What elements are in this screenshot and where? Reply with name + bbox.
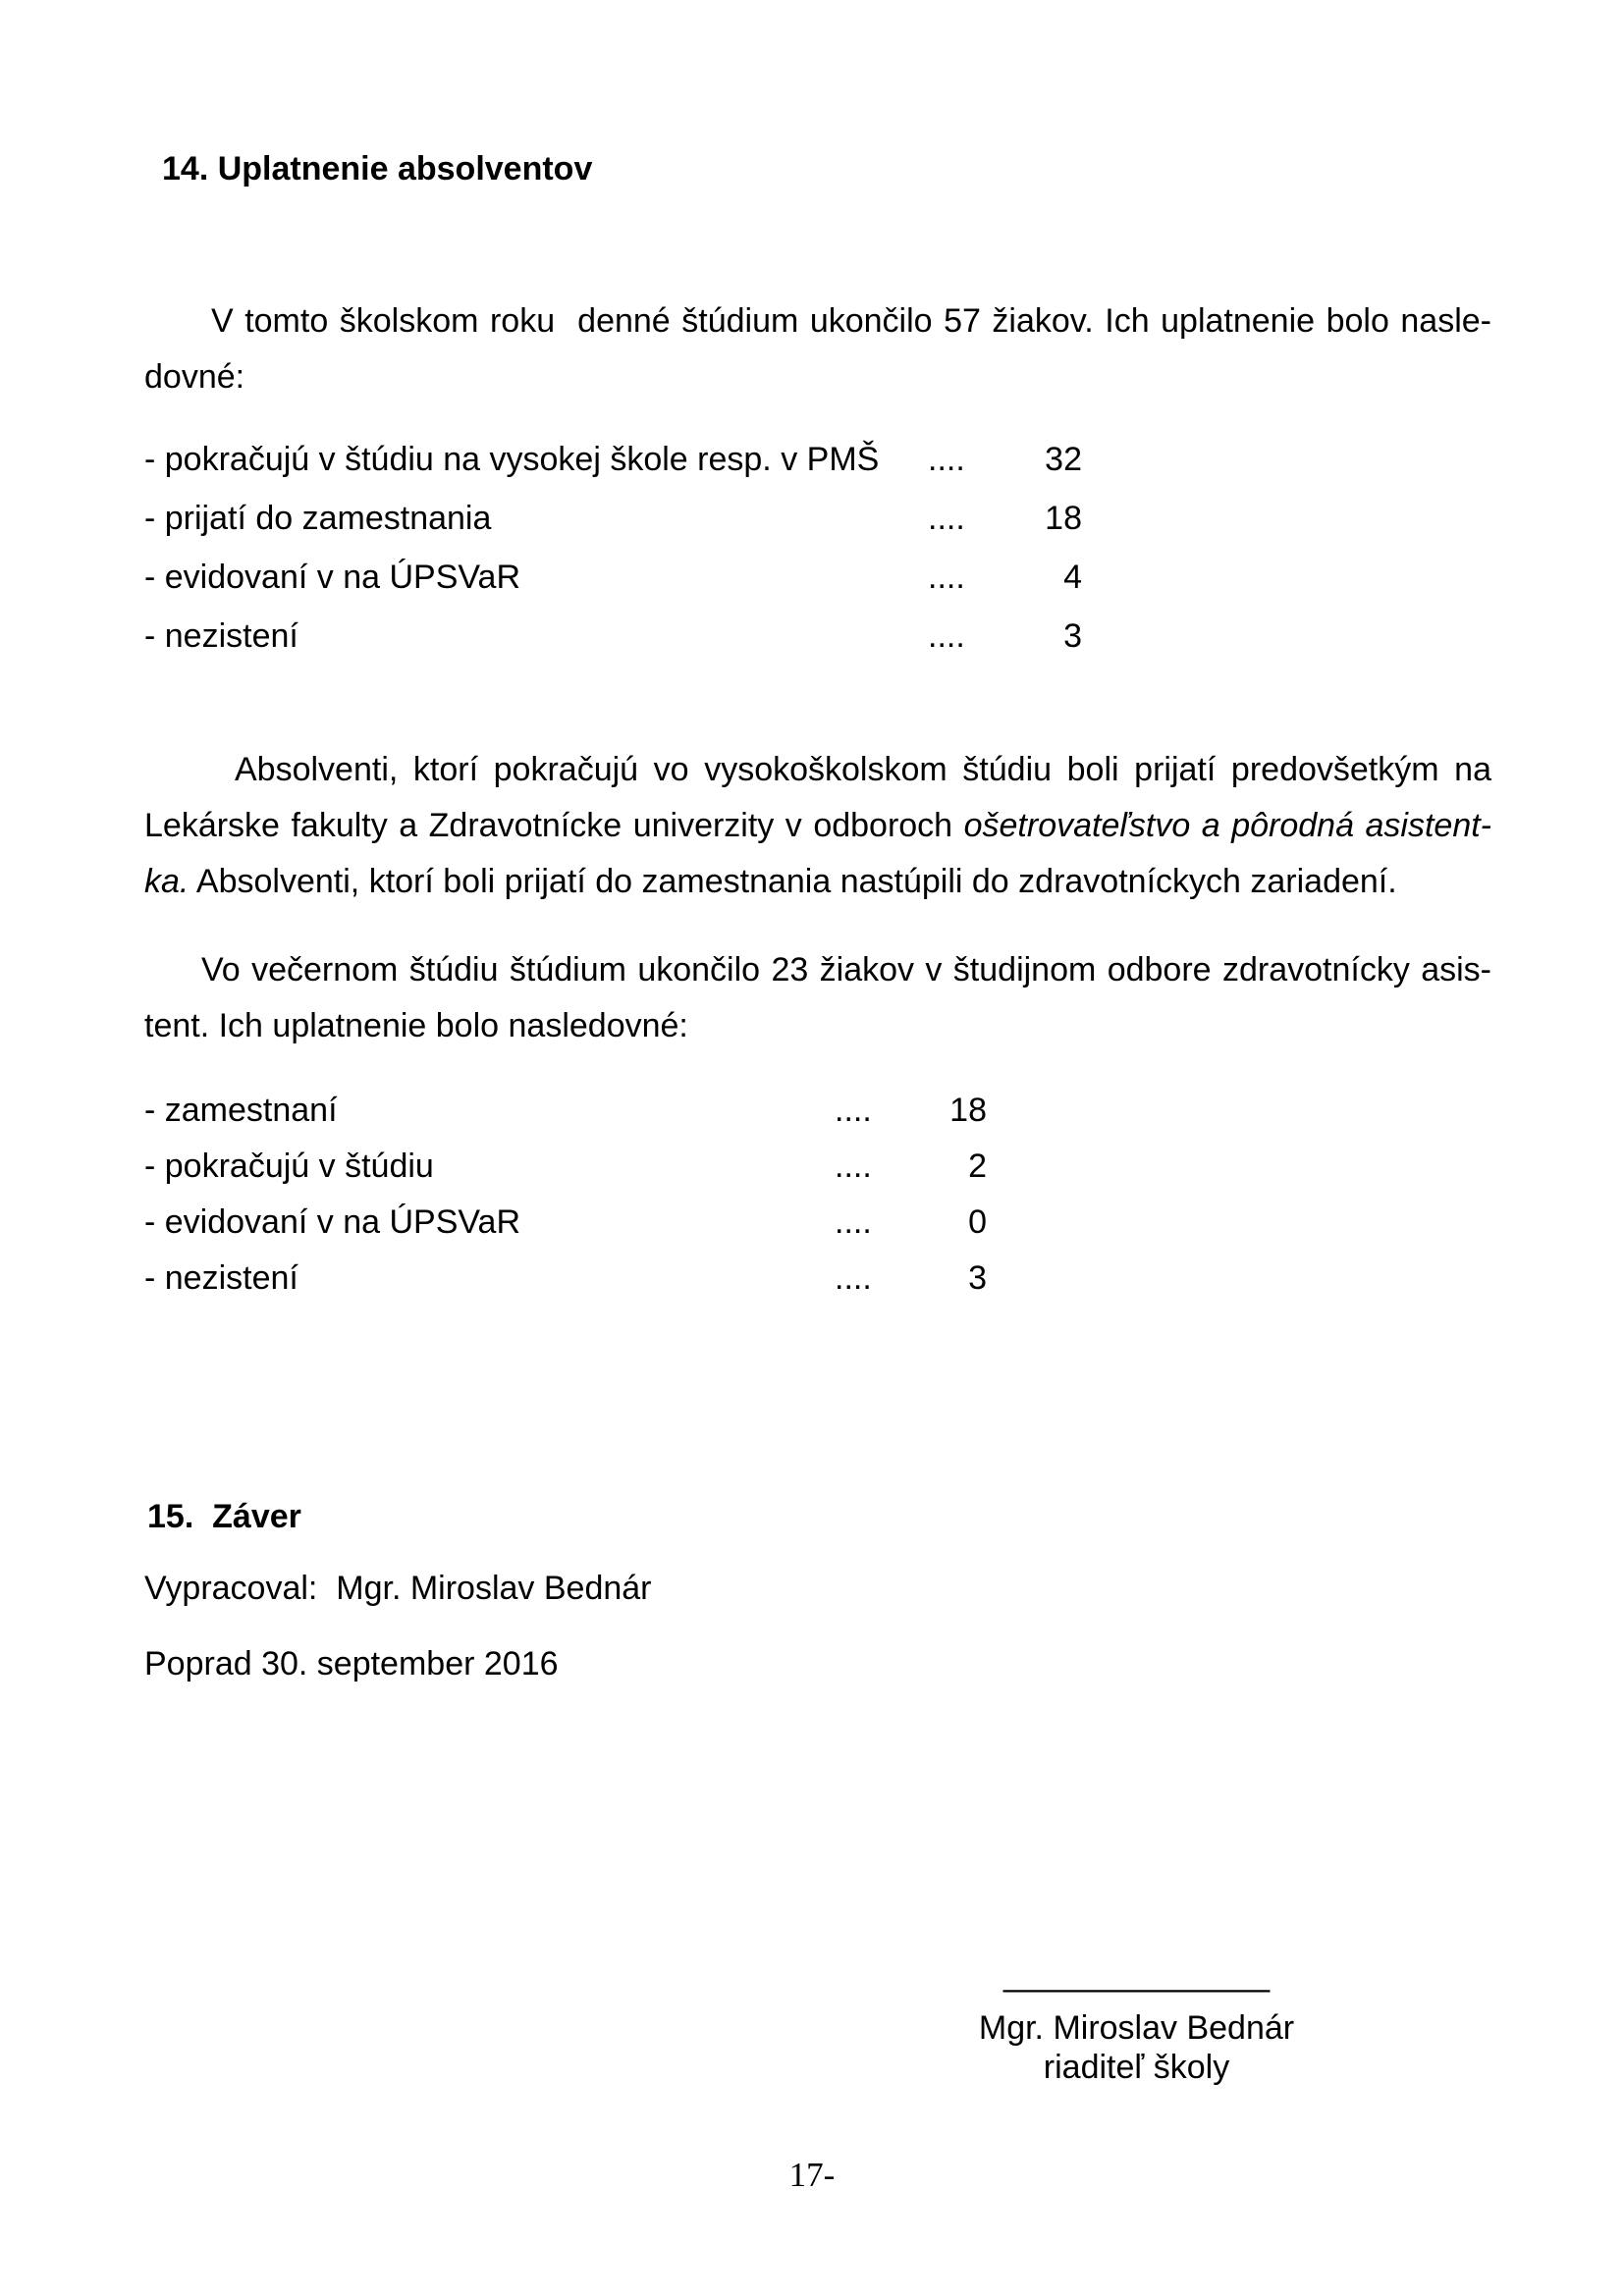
list-item-label: - evidovaní v na ÚPSVaR bbox=[144, 559, 520, 596]
section-14-heading: 14. Uplatnenie absolventov bbox=[162, 150, 593, 187]
list-item-value: 18 bbox=[1045, 500, 1082, 537]
list-item-label: - pokračujú v štúdiu bbox=[144, 1148, 434, 1185]
list-item-value: 3 bbox=[1063, 617, 1082, 655]
evening-line-2: tent. Ich uplatnenie bolo nasledovné: bbox=[144, 1007, 688, 1044]
day-study-list bbox=[144, 440, 1126, 675]
graduates-paragraph bbox=[144, 742, 1491, 910]
graduates-line-2 bbox=[144, 798, 1491, 854]
signature-block bbox=[967, 1969, 1306, 2087]
list-item-label: - evidovaní v na ÚPSVaR bbox=[144, 1203, 520, 1241]
list-item-value: 0 bbox=[968, 1203, 987, 1241]
intro-line-1: V tomto školskom roku denné štúdium ukončilo 57 žiakov. Ich uplatnenie bolo nasle- bbox=[211, 302, 1491, 340]
list-item bbox=[144, 1202, 1126, 1242]
graduates-line-3 bbox=[144, 854, 1491, 910]
list-item-label: - prijatí do zamestnania bbox=[144, 500, 492, 537]
intro-paragraph bbox=[144, 294, 1491, 405]
list-item-value: 32 bbox=[1045, 441, 1082, 478]
intro-line-2: dovné: bbox=[144, 358, 245, 396]
section-15-heading: 15. Záver bbox=[147, 1498, 301, 1535]
list-item bbox=[144, 558, 1126, 597]
prepared-by-line: Vypracoval: Mgr. Miroslav Bednár bbox=[144, 1570, 652, 1607]
evening-study-list bbox=[144, 1091, 1126, 1314]
list-item bbox=[144, 1091, 1126, 1130]
dot-leader: .... bbox=[928, 559, 965, 596]
dot-leader: .... bbox=[835, 1092, 872, 1129]
list-item-value: 4 bbox=[1063, 559, 1082, 596]
list-item-label: - zamestnaní bbox=[144, 1092, 338, 1129]
signature-role: riaditeľ školy bbox=[1043, 2049, 1230, 2086]
list-item-label: - pokračujú v štúdiu na vysokej škole resp. v PMŠ bbox=[144, 441, 880, 478]
list-item-value: 3 bbox=[968, 1259, 987, 1297]
page-number: 17- bbox=[788, 2156, 836, 2194]
list-item bbox=[144, 1258, 1126, 1298]
dot-leader: .... bbox=[928, 500, 965, 537]
list-item-label: - nezistení bbox=[144, 1259, 298, 1297]
dot-leader: .... bbox=[835, 1259, 872, 1297]
dot-leader: .... bbox=[928, 441, 965, 478]
graduates-line-1: Absolventi, ktorí pokračujú vo vysokoškolskom štúdiu boli prijatí predovšetkým na bbox=[235, 751, 1491, 788]
place-date-line: Poprad 30. september 2016 bbox=[144, 1645, 559, 1682]
list-item-label: - nezistení bbox=[144, 617, 298, 655]
list-item bbox=[144, 499, 1126, 538]
dot-leader: .... bbox=[835, 1148, 872, 1185]
list-item-value: 2 bbox=[968, 1148, 987, 1185]
list-item-value: 18 bbox=[949, 1092, 987, 1129]
dot-leader: .... bbox=[835, 1203, 872, 1241]
dot-leader: .... bbox=[928, 617, 965, 655]
list-item bbox=[144, 616, 1126, 656]
evening-line-1: Vo večernom štúdiu štúdium ukončilo 23 žiakov v študijnom odbore zdravotnícky asis- bbox=[201, 951, 1491, 988]
graduates-line-3-italic: ka. bbox=[144, 863, 189, 900]
signature-name: Mgr. Miroslav Bednár bbox=[978, 2009, 1295, 2047]
signature-line: ———————— bbox=[1002, 1970, 1271, 2007]
graduates-line-3-normal: Absolventi, ktorí boli prijatí do zamestnania nastúpili do zdravotníckych zariadení. bbox=[189, 863, 1397, 900]
list-item bbox=[144, 1147, 1126, 1186]
list-item bbox=[144, 440, 1126, 479]
evening-paragraph bbox=[144, 942, 1491, 1054]
graduates-line-2-normal: Lekárske fakulty a Zdravotnícke univerzity v odboroch bbox=[144, 807, 964, 844]
graduates-line-2-italic: ošetrovateľstvo a pôrodná asistent- bbox=[963, 807, 1491, 844]
